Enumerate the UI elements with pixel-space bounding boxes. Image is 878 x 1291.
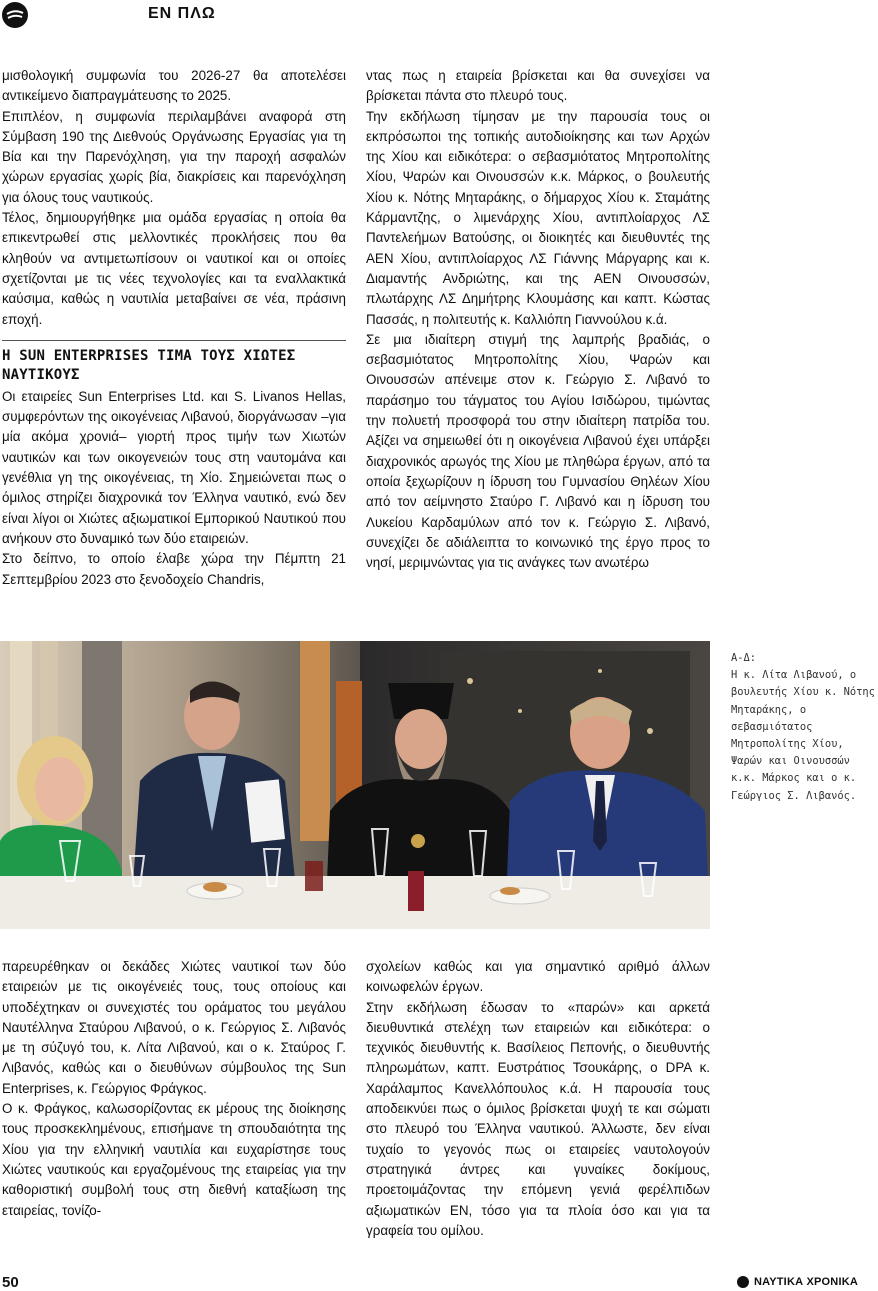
- paragraph: Τέλος, δημιουργήθηκε μια ομάδα εργασίας η οποία θα επικεντρωθεί στις μελλοντικές προκλήσεις που θα κληθούν να αντιμετωπίσουν οι ναυτικοί και οι οποίες σχετίζονται με τις νέες τεχνολογίες και τα εναλλακτικά καύσιμα, καθώς η ναυτιλία μεταβαίνει σε νέα, πράσινη εποχή.: [2, 210, 346, 327]
- paragraph: Την εκδήλωση τίμησαν με την παρουσία τους οι εκπρόσωποι της τοπικής αυτοδιοίκησης και των Αρχών της Χίου και ειδικότερα: ο σεβασμιότατος Μητροπολίτης Χίου, Ψαρών και Οινουσσών κ.κ. Μάρκος, ο βουλευτής Χίου κ. Νότης Μηταράκης, ο δήμαρχος Χίου κ. Σταμάτης Κάρμαντζης, ο λιμενάρχης Χίου, αντιπλοίαρχος ΛΣ Παντελεήμων Βατούσης, οι διοικητές και διευθυντές της ΑΕΝ Χίου, αντιπλοίαρχος ΛΣ Γιάννης Μάργαρης και κ. Διαμαντής Ανδριώτης, και της ΑΕΝ Οινουσσών, πλωτάρχης ΛΣ Δημήτρης Κλουμάσης και καπτ. Κώστας Πασσάς, η πολιτευτής κ. Καλλιόπη Γιαννούλου κ.ά.: [366, 108, 710, 327]
- article-subheading: Η SUN ENTERPRISES ΤΙΜΑ ΤΟΥΣ ΧΙΩΤΕΣ ΝΑΥΤΙΚΟΥΣ: [2, 347, 296, 383]
- paragraph: Ο κ. Φράγκος, καλωσορίζοντας εκ μέρους της διοίκησης τους προσκεκλημένους, επισήμανε τη σπουδαιότητα της Χίου για την ελληνική ναυτιλία και ευχαρίστησε τους Χιώτες ναυτικούς και εργαζομένους της εταιρείας για την καθοριστική συμβολή τους στη διεθνή καταξίωση της εταιρείας, τονίζο-: [2, 1101, 346, 1218]
- paragraph: Σε μια ιδιαίτερη στιγμή της λαμπρής βραδιάς, ο σεβασμιότατος Μητροπολίτης Χίου, Ψαρών και Οινουσσών απένειμε στον κ. Γεώργιο Σ. Λιβανό το παράσημο του τάγματος του Αγίου Ισιδώρου, τιμώντας την πολυετή προσφορά του στην ιδιαίτερη πατρίδα του. Αξίζει να σημειωθεί ότι η οικογένεια Λιβανού έχει υπάρξει διαχρονικός αρωγός της Χίου με πληθώρα έργων, από τα οποία ξεχωρίζουν η ίδρυση του Γυμνασίου Θηλέων Χίου από τον αείμνηστο Σταύρο Γ. Λιβανό και η ίδρυση του Λυκείου Καρδαμύλων από τον κ. Γεώργιο Σ. Λιβανό, συνεχίζει δε αδιάλειπτα το κοινωνικό της έργο προς το νησί, μεριμνώντας για τις ανάγκες των ανωτέρω: [366, 331, 710, 571]
- page-number: 50: [2, 1274, 19, 1291]
- brand-name: ΝΑΥΤΙΚΑ ΧΡΟΝΙΚΑ: [753, 1276, 858, 1288]
- paragraph: μισθολογική συμφωνία του 2026-27 θα αποτελέσει αντικείμενο διαπραγμάτευσης το 2025.: [2, 68, 346, 104]
- paragraph: Οι εταιρείες Sun Enterprises Ltd. και S. Livanos Hellas, συμφερόντων της οικογένειας Λιβανού, διοργάνωσαν –για μία ακόμα χρονιά– γιορτή προς τιμήν των Χιωτών ναυτικών και των οικογενειών τους στη ναυτομάνα και γενέθλια γη της οικογένειας, τη Χίο. Σημειώνεται πως ο όμιλος στηρίζει διαχρονικά τον Έλληνα ναυτικό, ενώ δεν είναι λίγοι οι Χιώτες αξιωματικοί Εμπορικού Ναυτικού που ανήκουν στο δυναμικό των δύο εταιρειών.: [2, 388, 346, 546]
- paragraph: σχολείων καθώς και για σημαντικό αριθμό άλλων κοινωφελών έργων.: [366, 959, 710, 995]
- article-column-3: [2, 957, 346, 1221]
- paragraph: ντας πως η εταιρεία βρίσκεται και θα συνεχίσει να βρίσκεται πάντα στο πλευρό τους.: [366, 68, 710, 104]
- brand-logo-icon: [737, 1276, 749, 1288]
- paragraph: Επιπλέον, η συμφωνία περιλαμβάνει αναφορά στη Σύμβαση 190 της Διεθνούς Οργάνωσης Εργασίας για τη Βία και την Παρενόχληση, για την παροχή ασφαλών χώρων εργασίας χωρίς βία, διακρίσεις και παρενόχληση για όλους τους ναυτικούς.: [2, 108, 346, 205]
- section-title: ΕΝ ΠΛΩ: [148, 5, 216, 22]
- section-divider: [2, 340, 346, 341]
- paragraph: παρευρέθηκαν οι δεκάδες Χιώτες ναυτικοί των δύο εταιρειών με τις οικογένειές τους, τους οποίους και υποδέχτηκαν οι συνεχιστές του οράματος του μεγάλου Ναυτέλληνα Σταύρου Λιβανού, ο κ. Γεώργιος Σ. Λιβανός με τη σύζυγό του, κ. Λίτα Λιβανού, και ο κ. Σταύρος Γ. Λιβανός, καθώς και ο διευθύνων σύμβουλος της Sun Enterprises, κ. Γεώργιος Φράγκος.: [2, 959, 346, 1096]
- caption-text: Α-Δ: Η κ. Λίτα Λιβανού, ο βουλευτής Χίου κ. Νότης Μηταράκης, ο σεβασμιότατος Μητροπολίτης Χίου, Ψαρών και Οινουσσών κ.κ. Μάρκος και ο κ. Γεώργιος Σ. Λιβανός.: [731, 652, 875, 802]
- footer-brand: [737, 1276, 858, 1288]
- article-column-2: [366, 66, 710, 573]
- paragraph: Στο δείπνο, το οποίο έλαβε χώρα την Πέμπτη 21 Σεπτεμβρίου 2023 στο ξενοδοχείο Chandris,: [2, 551, 346, 587]
- article-column-1: [2, 66, 346, 590]
- paragraph: Στην εκδήλωση έδωσαν το «παρών» και αρκετά διευθυντικά στελέχη των εταιρειών και ειδικότερα: ο τεχνικός διευθυντής κ. Βασίλειος Πεπονής, ο διευθυντής πληρωμάτων, καπτ. Ευστράτιος Τσουκάρης, ο DPA κ. Χαράλαμπος Κανελλόπουλος κ.ά. Η παρουσία τους αποδεικνύει πως ο όμιλος βρίσκεται ψυχή τε και σώματι στο πλευρό του Έλληνα ναυτικού. Άλλωστε, δεν είναι τυχαίο το γεγονός πως οι εταιρείες ναυτολογούν στρατηγικά άντρες και γυναίκες δοκίμους, προετοιμάζοντας την επόμενη γενιά φερέλπιδων αξιωματικών ΕΝ, τόσο για τα πλοία όσο και για τα γραφεία του ομίλου.: [366, 999, 710, 1238]
- article-column-4: [366, 957, 710, 1241]
- page-header: [0, 0, 878, 32]
- magazine-logo-icon: [2, 2, 28, 28]
- event-photo: [0, 641, 710, 929]
- photo-caption: [731, 650, 878, 805]
